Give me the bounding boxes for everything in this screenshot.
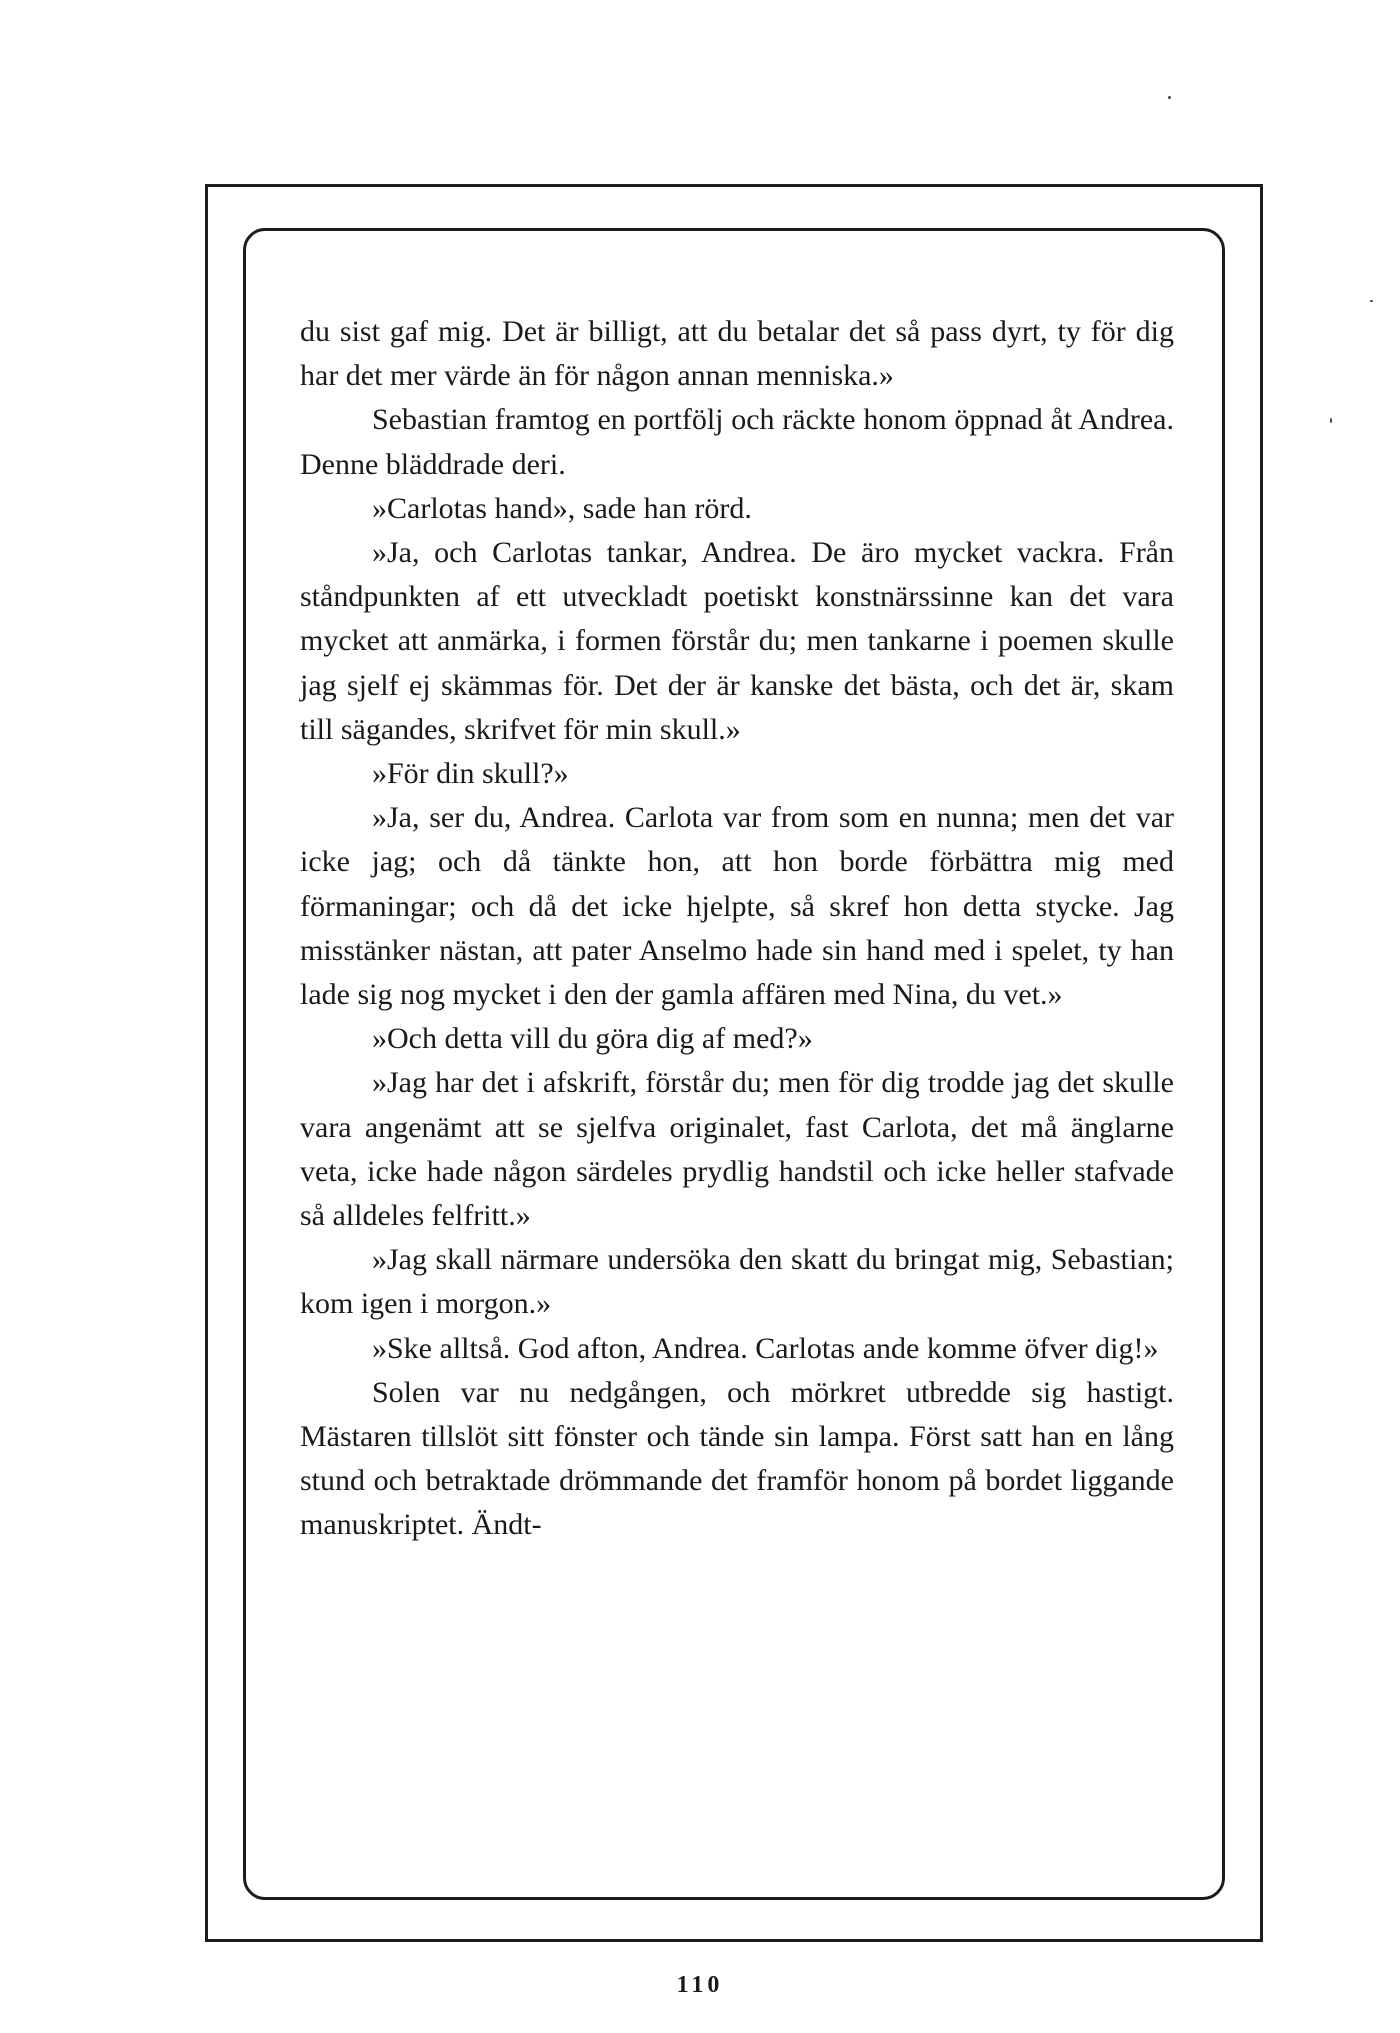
- scan-speck: [1330, 418, 1332, 423]
- paragraph-8: »Jag har det i afskrift, förstår du; men för dig trodde jag det skulle vara angenämt att se sjelfva originalet, fast Carlota, det må änglarne veta, icke hade någon särdeles prydlig handstil och icke heller stafvade så alldeles felfritt.»: [300, 1066, 1174, 1233]
- paragraph-3: »Carlotas hand», sade han rörd.: [372, 491, 752, 525]
- paragraph-1: du sist gaf mig. Det är billigt, att du betalar det så pass dyrt, ty för dig har det mer värde än för någon annan menniska.»: [300, 315, 1174, 393]
- paragraph-6: »Ja, ser du, Andrea. Carlota var from som en nunna; men det var icke jag; och då tänkte hon, att hon borde förbättra mig med förmaningar; och då det icke hjelpte, så skref hon detta stycke. Jag misstänker nästan, att pater Anselmo hade sin hand med i spelet, ty han lade sig nog mycket i den der gamla affären med Nina, du vet.»: [300, 801, 1174, 1012]
- paragraph-10: »Ske alltså. God afton, Andrea. Carlotas ande komme öfver dig!»: [372, 1331, 1159, 1365]
- paragraph-9: »Jag skall närmare undersöka den skatt du bringat mig, Sebastian; kom igen i morgon.»: [300, 1243, 1174, 1321]
- scan-speck: [1370, 300, 1373, 302]
- paragraph-2: Sebastian framtog en portfölj och räckte honom öppnad åt Andrea. Denne bläddrade deri.: [300, 403, 1174, 481]
- scan-speck: [1168, 96, 1171, 99]
- paragraph-5: »För din skull?»: [372, 757, 569, 791]
- paragraph-4: »Ja, och Carlotas tankar, Andrea. De äro mycket vackra. Från ståndpunkten af ett utveckladt poetiskt konstnärssinne kan det vara mycket att anmärka, i formen förstår du; men tankarne i poemen skulle jag sjelf ej skämmas för. Det der är kanske det bästa, och det är, skam till sägandes, skrifvet för min skull.»: [300, 536, 1174, 746]
- paragraph-11: Solen var nu nedgången, och mörkret utbredde sig hastigt. Mästaren tillslöt sitt fönster och tände sin lampa. Först satt han en lång stund och betraktade drömmande det framför honom på bordet liggande manuskriptet. Ändt-: [300, 1375, 1174, 1542]
- page-number: 110: [676, 1972, 724, 1998]
- paragraph-7: »Och detta vill du göra dig af med?»: [372, 1022, 813, 1056]
- body-text: [300, 310, 1174, 1548]
